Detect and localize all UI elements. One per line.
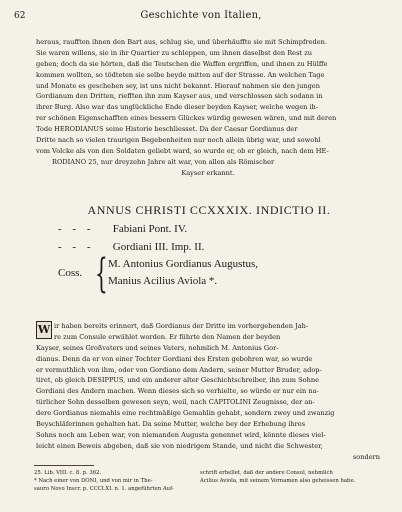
text-line: dianus. Denn da er von einer Tochter Gordiani des Ersten gebohren war, so wurde [36, 354, 313, 363]
text-line: RODIANO 25, nur dreyzehn Jahre alt war, von allen als Römischer [52, 157, 275, 166]
footnote-rule [34, 465, 94, 466]
text-line: rer schönen Eigenschafften eines bessern Glückes würdig gewesen wären, und mit deren [36, 114, 337, 123]
consul-name: M. Antonius Gordianus Augustus, [108, 258, 259, 270]
footnote-line: * Nach einer von DONI, und von mir in The- [34, 478, 153, 485]
footnote-line: 25. Lib. VIII. c. 8. p. 362. [34, 470, 102, 476]
text-line: ir haben bereits erinnert, daß Gordianus der Dritte im vorhergehenden Jah- [54, 322, 309, 330]
text-line: Sohns noch am Leben war, von niemanden Augusta genennet wird, könnte dieses viel- [36, 430, 326, 439]
page-header [14, 11, 388, 25]
page-number: 62 [14, 11, 26, 21]
text-line: Sie waren willens, sie in ihr Quartier zu schleppen, um ihnen daselbst den Rest zu [36, 48, 312, 57]
text-line: Gordiani des Andern machen. Wenn dieses sich so verhielte, so würde er nur ein na- [36, 387, 319, 396]
text-line: Tode HERODIANUS seine Historie beschliesset. Da der Caesar Gordianus der [36, 125, 298, 134]
pontiff-line [58, 220, 358, 238]
footnotes-right [200, 469, 380, 485]
text-line: türlicher Sohn desselben gewesen seyn, weil, nach CAPITOLINI Zeugnisse, der an- [36, 398, 315, 407]
text-line: tiret, ob gleich DESIPPUS, und ein anderer alter Geschichtschreiber, ihn zum Sohne [36, 376, 320, 385]
consuls-block [58, 220, 358, 297]
paragraph-continued [36, 37, 380, 179]
text-line: kommen wollten, so tödteten sie selbe beyde mitten auf der Strasse. An welchen Tage [36, 70, 325, 79]
paragraph-main [36, 321, 380, 463]
leader-dashes: - - - [58, 241, 95, 253]
consul-names [108, 256, 258, 290]
text-line: Gordianum den Dritten, riefften ihn zum Kayser aus, und verschlossen sich sodann in [36, 92, 323, 101]
emperor-text: Gordiani III. Imp. II. [112, 241, 205, 253]
consul-names-block [58, 251, 358, 297]
text-line: re zum Consule erwählet worden. Er führte den Namen der beyden [54, 332, 281, 341]
catchword: sondern [352, 452, 380, 461]
text-line: er vermuthlich von ihm, oder von Gordiano dem Andern, seiner Mutter Bruder, adop- [36, 365, 322, 374]
footnote-line: sauro Novo Inscr. p. CCCLXI. n. 1. angeführten Auf- [34, 486, 174, 493]
text-line: dere Gordianus niemahls eine rechtmäßige Gemahlin gehabt, sondern zwey und zwanzig [36, 409, 335, 418]
curly-brace-icon: { [95, 251, 108, 297]
decorated-initial: W [36, 321, 52, 339]
text-line: Beyschläferinnen gehalten hat. Da seine Mutter, welche bey der Erhebung ihres [36, 420, 306, 429]
consul-name: Manius Acilius Aviola *. [108, 275, 218, 287]
text-line: und Monate es geschehen sey, ist uns nicht bekannt. Hierauf nahmen sie den jungen [36, 81, 320, 90]
leader-dashes: - - - [58, 223, 95, 235]
text-line: geben; doch da sie hörten, daß die Teutschen die Waffen ergriffen, und ihnen zu Hülffe [36, 59, 328, 68]
coss-label: Coss. [58, 267, 83, 279]
text-line: ihrer Burg. Also war das unglückliche Ende dieser beyden Kayser, welche wegen ih- [36, 103, 319, 112]
text-line: vom Volcke als von den Soldaten geliebt ward, so wurde er, ob er gleich, nach dem HE- [36, 146, 329, 155]
text-line: Kayser, seines Großvaters und seines Vaters, nehmlich M. Antonius Gor- [36, 343, 279, 352]
footnote-line: schrift erhellet, daß der andere Consul, nehmlich [200, 470, 333, 476]
year-heading: ANNUS CHRISTI CCXXXIX. INDICTIO II. [87, 203, 331, 217]
footnotes-left [34, 469, 194, 494]
text-line: Dritte nach so vielen traurigen Begebenheiten nur noch allein übrig war, und sowohl [36, 136, 321, 145]
text-line: Kayser erkannt. [181, 168, 235, 177]
running-title: Geschichte von Italien, [140, 10, 262, 21]
pontiff-text: Fabiani Pont. IV. [112, 223, 188, 235]
text-line: leicht einen Beweis abgeben, daß sie von niedrigem Stande, und nicht die Schwester, [36, 441, 323, 450]
footnote-line: Acilius Aviola, mit seinem Vornamen also geheissen habe. [200, 478, 356, 485]
text-line: heraus, raufften ihnen den Bart aus, schlug sie, und überhäuffte sie mit Schimpfreden. [36, 38, 327, 46]
